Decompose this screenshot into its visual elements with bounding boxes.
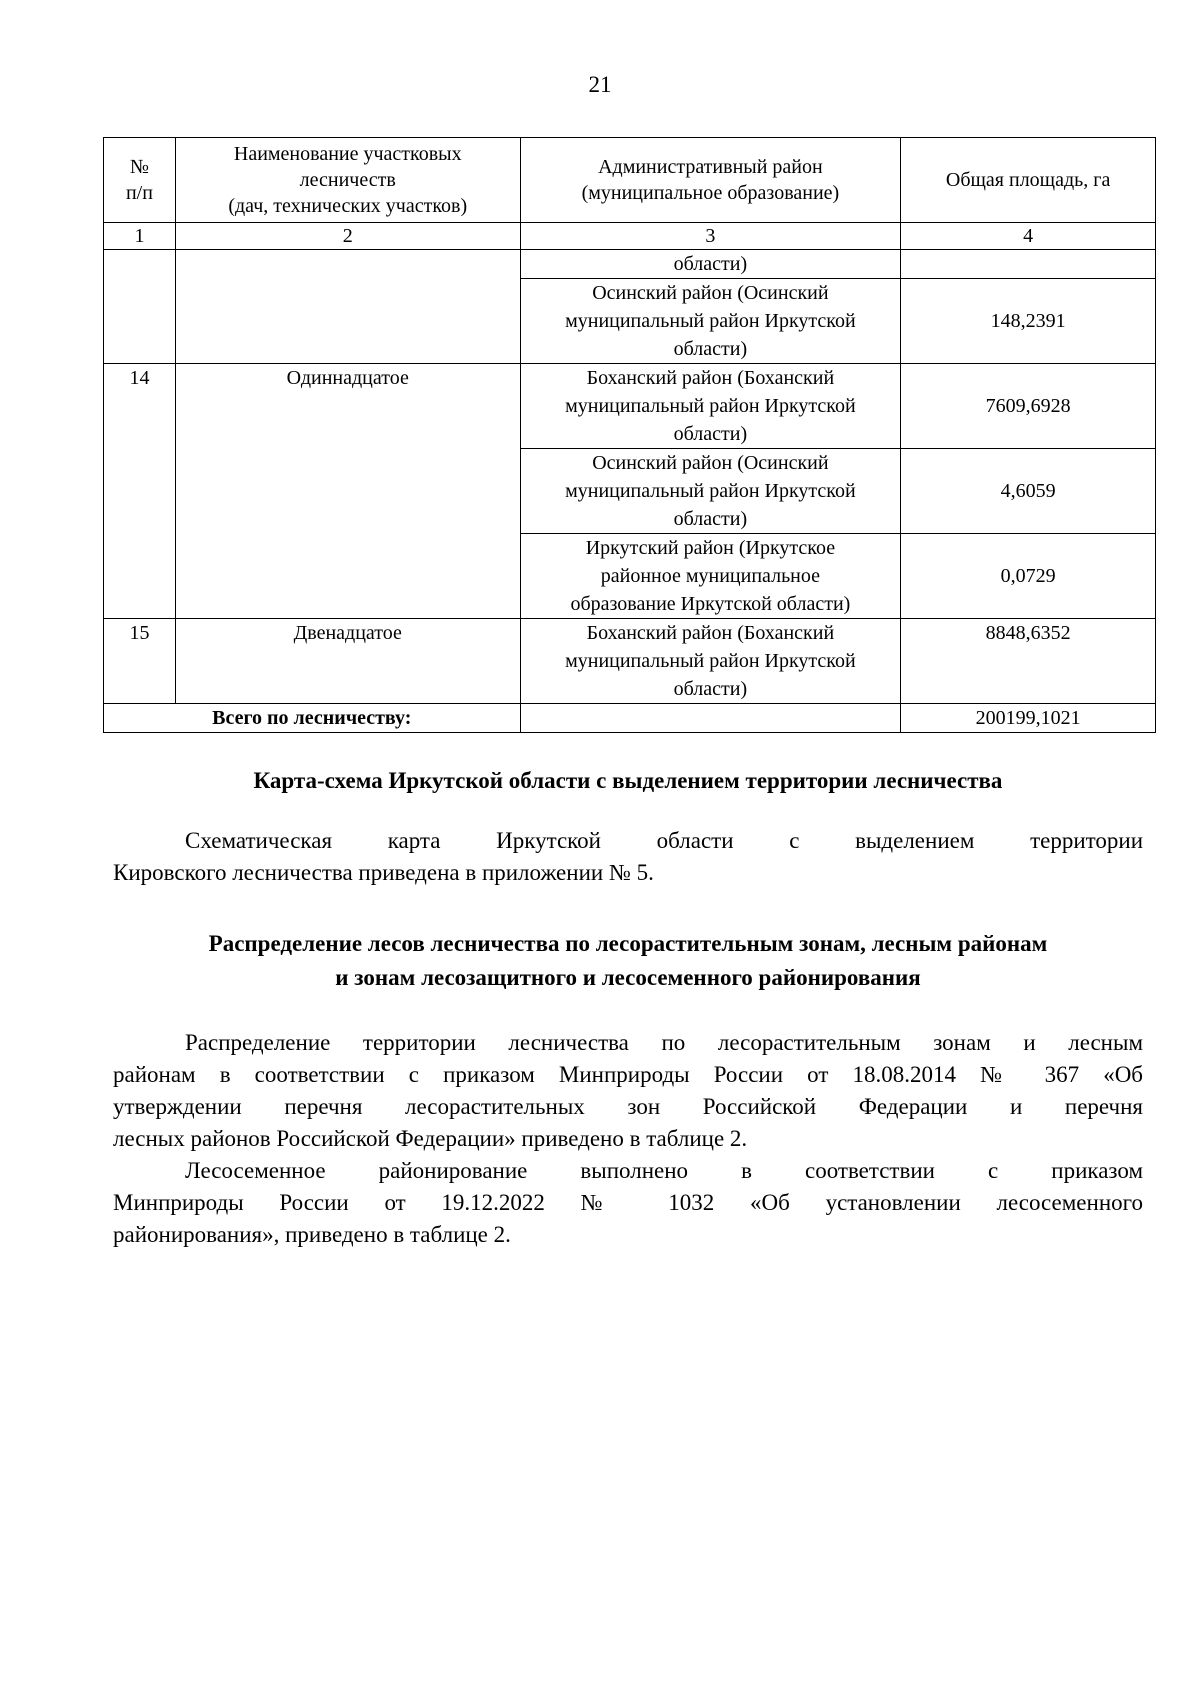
district-cell: Боханский район (Боханский муниципальный район Иркутской области) xyxy=(520,364,901,449)
paragraph-line: Кировского лесничества приведена в приложении № 5. xyxy=(113,860,654,885)
area-cell: 0,0729 xyxy=(901,534,1156,619)
district-cell: Иркутский район (Иркутское районное муниципальное образование Иркутской области) xyxy=(520,534,901,619)
area-cell xyxy=(901,250,1156,279)
district-cell: Боханский район (Боханский муниципальный район Иркутской области) xyxy=(520,619,901,704)
total-district-cell xyxy=(520,704,901,733)
paragraph-line: районирования», приведено в таблице 2. xyxy=(113,1222,511,1247)
page-number: 21 xyxy=(588,72,612,97)
table-row xyxy=(104,250,1156,279)
header-number: № п/п xyxy=(104,138,176,223)
paragraph-line: утверждении перечня лесорастительных зон Российской Федерации и перечня xyxy=(113,1094,1143,1119)
table-row xyxy=(104,619,1156,704)
column-number: 1 xyxy=(104,223,176,250)
district-cell: области) xyxy=(520,250,901,279)
header-area: Общая площадь, га xyxy=(901,138,1156,223)
row-number-cell: 14 xyxy=(104,364,176,619)
paragraph-line: Минприроды России от 19.12.2022 № 1032 «Об установлении лесосеменного xyxy=(113,1190,1143,1215)
column-number: 4 xyxy=(901,223,1156,250)
total-area: 200199,1021 xyxy=(901,704,1156,733)
row-number-cell xyxy=(104,250,176,364)
header-name: Наименование участковых лесничеств (дач, технических участков) xyxy=(175,138,520,223)
district-cell: Осинский район (Осинский муниципальный район Иркутской области) xyxy=(520,449,901,534)
column-number: 3 xyxy=(520,223,901,250)
section-heading-map: Карта-схема Иркутской области с выделением территории лесничества xyxy=(253,768,1003,793)
table-row xyxy=(104,364,1156,449)
paragraph-line: Распределение территории лесничества по лесорастительным зонам и лесным xyxy=(185,1030,1143,1055)
area-cell: 8848,6352 xyxy=(901,619,1156,704)
paragraph-line: районам в соответствии с приказом Минприроды России от 18.08.2014 № 367 «Об xyxy=(113,1062,1143,1087)
district-table xyxy=(103,137,1156,733)
paragraph-line: Схематическая карта Иркутской области с выделением территории xyxy=(185,828,1143,853)
distribution-paragraph xyxy=(113,1027,1143,1251)
district-cell: Осинский район (Осинский муниципальный район Иркутской области) xyxy=(520,279,901,364)
column-number: 2 xyxy=(175,223,520,250)
area-cell: 148,2391 xyxy=(901,279,1156,364)
forestry-name-cell: Двенадцатое xyxy=(175,619,520,704)
area-cell: 4,6059 xyxy=(901,449,1156,534)
paragraph-line: лесных районов Российской Федерации» приведено в таблице 2. xyxy=(113,1126,748,1151)
column-numbers-row xyxy=(104,223,1156,250)
total-label: Всего по лесничеству: xyxy=(104,704,521,733)
map-paragraph xyxy=(113,825,1143,889)
forestry-name-cell: Одиннадцатое xyxy=(175,364,520,619)
total-row xyxy=(104,704,1156,733)
forestry-name-cell xyxy=(175,250,520,364)
paragraph-line: Лесосеменное районирование выполнено в соответствии с приказом xyxy=(185,1158,1143,1183)
table-header-row xyxy=(104,138,1156,223)
header-district: Административный район (муниципальное образование) xyxy=(520,138,901,223)
row-number-cell: 15 xyxy=(104,619,176,704)
area-cell: 7609,6928 xyxy=(901,364,1156,449)
section-heading-distribution: Распределение лесов лесничества по лесорастительным зонам, лесным районам и зонам лесозащитного и лесосеменного районирования xyxy=(208,931,1048,990)
